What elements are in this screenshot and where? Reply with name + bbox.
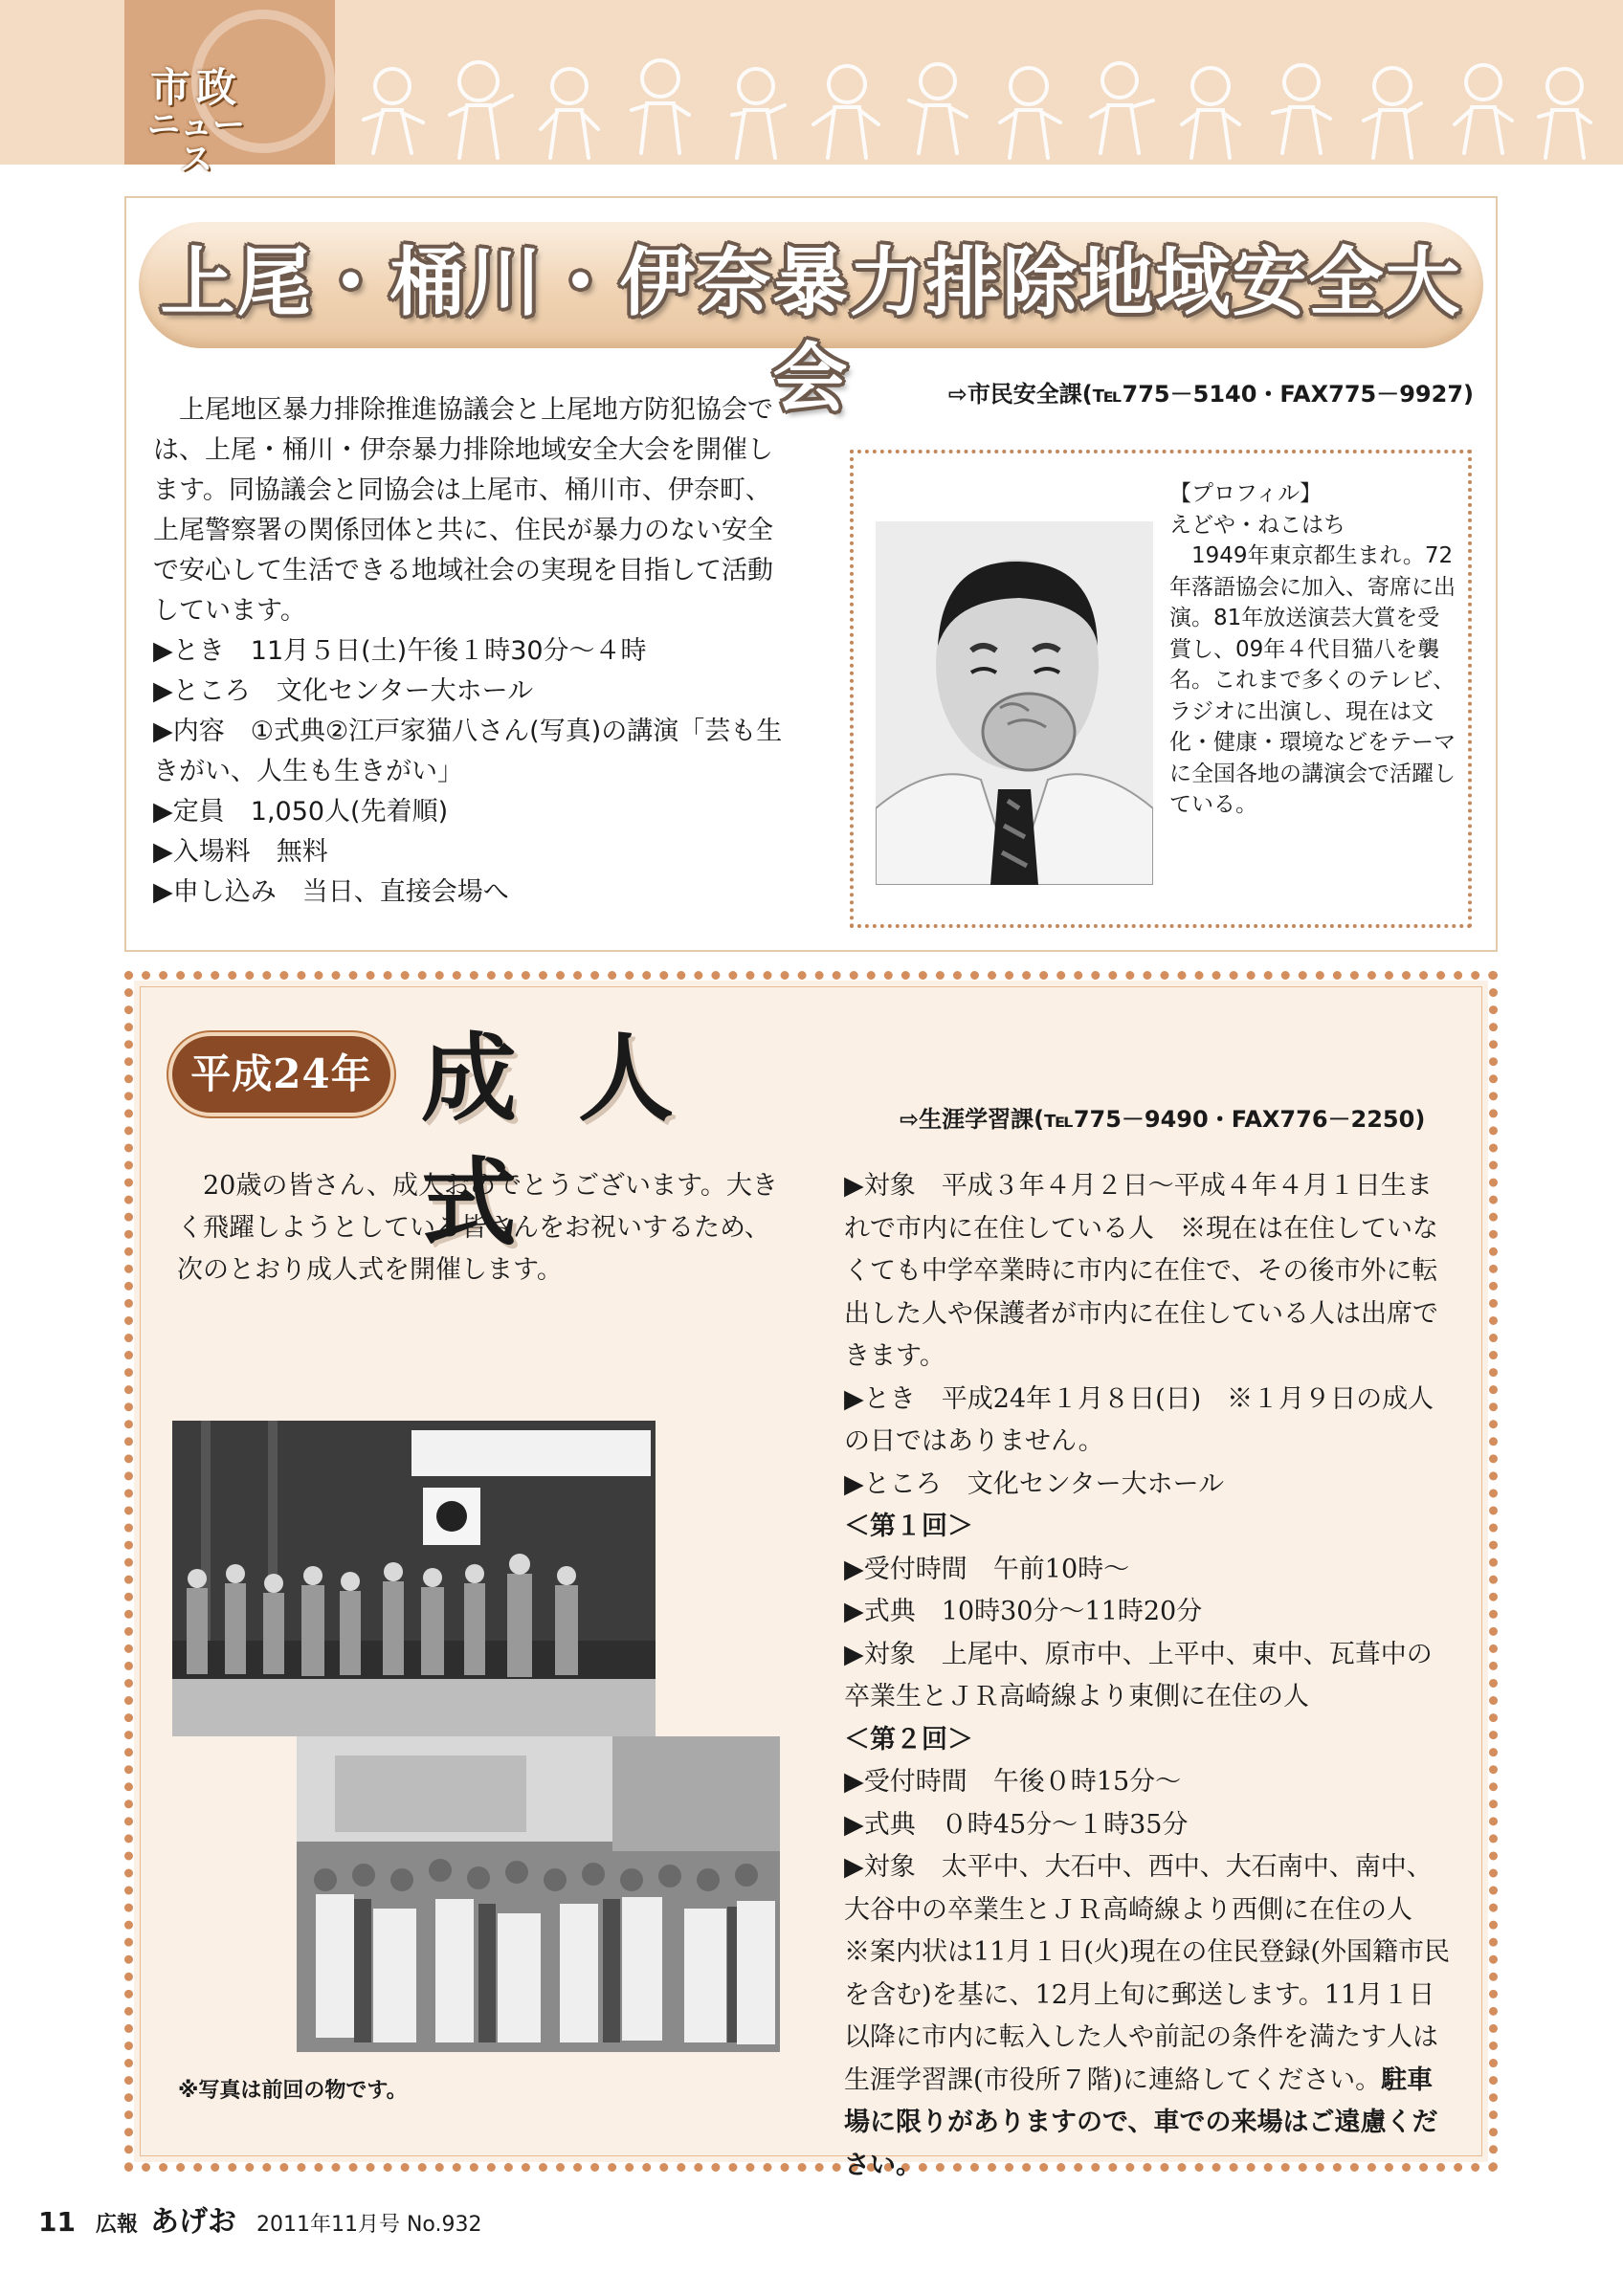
figure-icon xyxy=(813,66,878,158)
round2-target: ▶対象 太平中、大石中、西中、大石南中、南中、大谷中の卒業生とＪＲ高崎線より西側に在住の人 xyxy=(844,1852,1433,1925)
parking-note: 駐車場に限りがありますので、車での来場はご遠慮ください。 xyxy=(844,2064,1438,2180)
event-time: ▶とき 11月５日(土)午後１時30分～４時 xyxy=(153,636,647,666)
figure-icon xyxy=(1182,68,1239,158)
figure-icon xyxy=(541,69,598,158)
round2-heading: ＜第２回＞ xyxy=(844,1724,973,1755)
figure-icon xyxy=(1091,63,1153,153)
safety-rally-intro: 上尾地区暴力排除推進協議会と上尾地方防犯協会では、上尾・桶川・伊奈暴力排除地域安全大会を開催します。同協議会と同協会は上尾市、桶川市、伊奈町、上尾警察署の関係団体と共に、住民が暴力のない安全で安心して生活できる地域社会の実現を目指して活動しています。 xyxy=(153,395,773,626)
photo-caption: ※写真は前回の物です。 xyxy=(178,2079,408,2103)
tag-line2: ニュース xyxy=(147,106,245,179)
round1-heading: ＜第１回＞ xyxy=(844,1512,973,1541)
issue-info: 2011年11月号 No.932 xyxy=(256,2213,482,2237)
round2-ceremony: ▶式典 ０時45分～１時35分 xyxy=(844,1809,1189,1840)
tag-line1: 市政 xyxy=(149,64,242,111)
year-badge: 平成24年 xyxy=(172,1036,390,1113)
figure-icon xyxy=(1539,69,1590,158)
round2-reception: ▶受付時間 午後０時15分～ xyxy=(844,1767,1182,1797)
round1-target: ▶対象 上尾中、原市中、上平中、東中、瓦葺中の卒業生とＪＲ高崎線より東側に在住の人 xyxy=(844,1639,1433,1711)
section-tag-label xyxy=(134,64,258,179)
profile-heading: 【プロフィル】 xyxy=(1169,481,1323,506)
profile-bio: 1949年東京都生まれ。72年落語協会に加入、寄席に出演。81年放送演芸大賞を受賞し、09年４代目猫八を襲名。これまで多くのテレビ、ラジオに出演し、現在は文化・健康・環境などをテーマに全国各地の講演会で活躍している。 xyxy=(1169,543,1456,817)
stage-scene xyxy=(172,1421,656,1736)
figure-icon xyxy=(732,69,785,158)
profile-text xyxy=(1169,478,1456,821)
figure-icon xyxy=(364,69,423,153)
ceremony-time: ▶とき 平成24年１月８日(日) ※１月９日の成人の日ではありません。 xyxy=(844,1383,1434,1456)
profile-name: えどや・ねこはち xyxy=(1169,512,1345,538)
crowd-scene xyxy=(297,1736,780,2052)
coming-of-age-contact: ⇨生涯学習課(℡775－9490・FAX776－2250) xyxy=(900,1106,1426,1133)
magazine-logo: あげお xyxy=(149,2205,236,2239)
event-place: ▶ところ 文化センター大ホール xyxy=(153,676,534,706)
page-number: 11 xyxy=(38,2206,76,2238)
event-capacity: ▶定員 1,050人(先着順) xyxy=(153,797,449,827)
event-application: ▶申し込み 当日、直接会場へ xyxy=(153,877,509,907)
coming-of-age-body-left xyxy=(177,1165,780,1292)
page-footer xyxy=(38,2203,481,2241)
figure-icon xyxy=(1273,65,1330,153)
ceremony-stage-photo xyxy=(172,1421,656,1736)
safety-rally-title: 上尾・桶川・伊奈暴力排除地域安全大会 xyxy=(160,240,1462,422)
figure-icon xyxy=(1364,68,1421,158)
magazine-label: 広報 xyxy=(95,2213,138,2237)
coming-of-age-intro: 20歳の皆さん、成人おめでとうございます。大きく飛躍しようとしている皆さんをお祝いするため、次のとおり成人式を開催します。 xyxy=(177,1171,778,1285)
safety-rally-body xyxy=(153,390,785,913)
ceremony-crowd-photo xyxy=(297,1736,780,2052)
event-content: ▶内容 ①式典②江戸家猫八さん(写真)の講演「芸も生きがい、人生も生きがい」 xyxy=(153,717,783,786)
event-fee: ▶入場料 無料 xyxy=(153,837,328,867)
round1-reception: ▶受付時間 午前10時～ xyxy=(844,1554,1130,1584)
round1-ceremony: ▶式典 10時30分～11時20分 xyxy=(844,1597,1203,1626)
header-illustration xyxy=(354,57,1598,163)
invitation-note-text: ※案内状は11月１日(火)現在の住民登録(外国籍市民を含む)を基に、12月上旬に郵送します。11月１日以降に市内に転入した人や前記の条件を満たす人は生涯学習課(市役所７階)に連絡してください。 xyxy=(844,1937,1450,2095)
figure-icon xyxy=(1455,65,1512,153)
invitation-note xyxy=(844,1932,1456,2187)
ceremony-target: ▶対象 平成３年４月２日～平成４年４月１日生まれで市内に在住している人 ※現在は在住していなくても中学卒業時に市内に在住で、その後市外に転出した人や保護者が市内に在住している人は出席できます。 xyxy=(844,1171,1438,1371)
figure-icon xyxy=(909,64,967,153)
figure-icon xyxy=(1000,68,1060,158)
safety-rally-contact: ⇨市民安全課(℡775－5140・FAX775－9927) xyxy=(947,381,1474,408)
speaker-photo xyxy=(876,521,1153,885)
coming-of-age-title: 成人式 xyxy=(421,1022,735,1259)
speaker-portrait xyxy=(876,521,1153,885)
figure-icon xyxy=(632,60,689,153)
figure-icon xyxy=(450,62,512,158)
ceremony-place: ▶ところ 文化センター大ホール xyxy=(844,1468,1225,1499)
coming-of-age-body-right xyxy=(844,1165,1456,2187)
